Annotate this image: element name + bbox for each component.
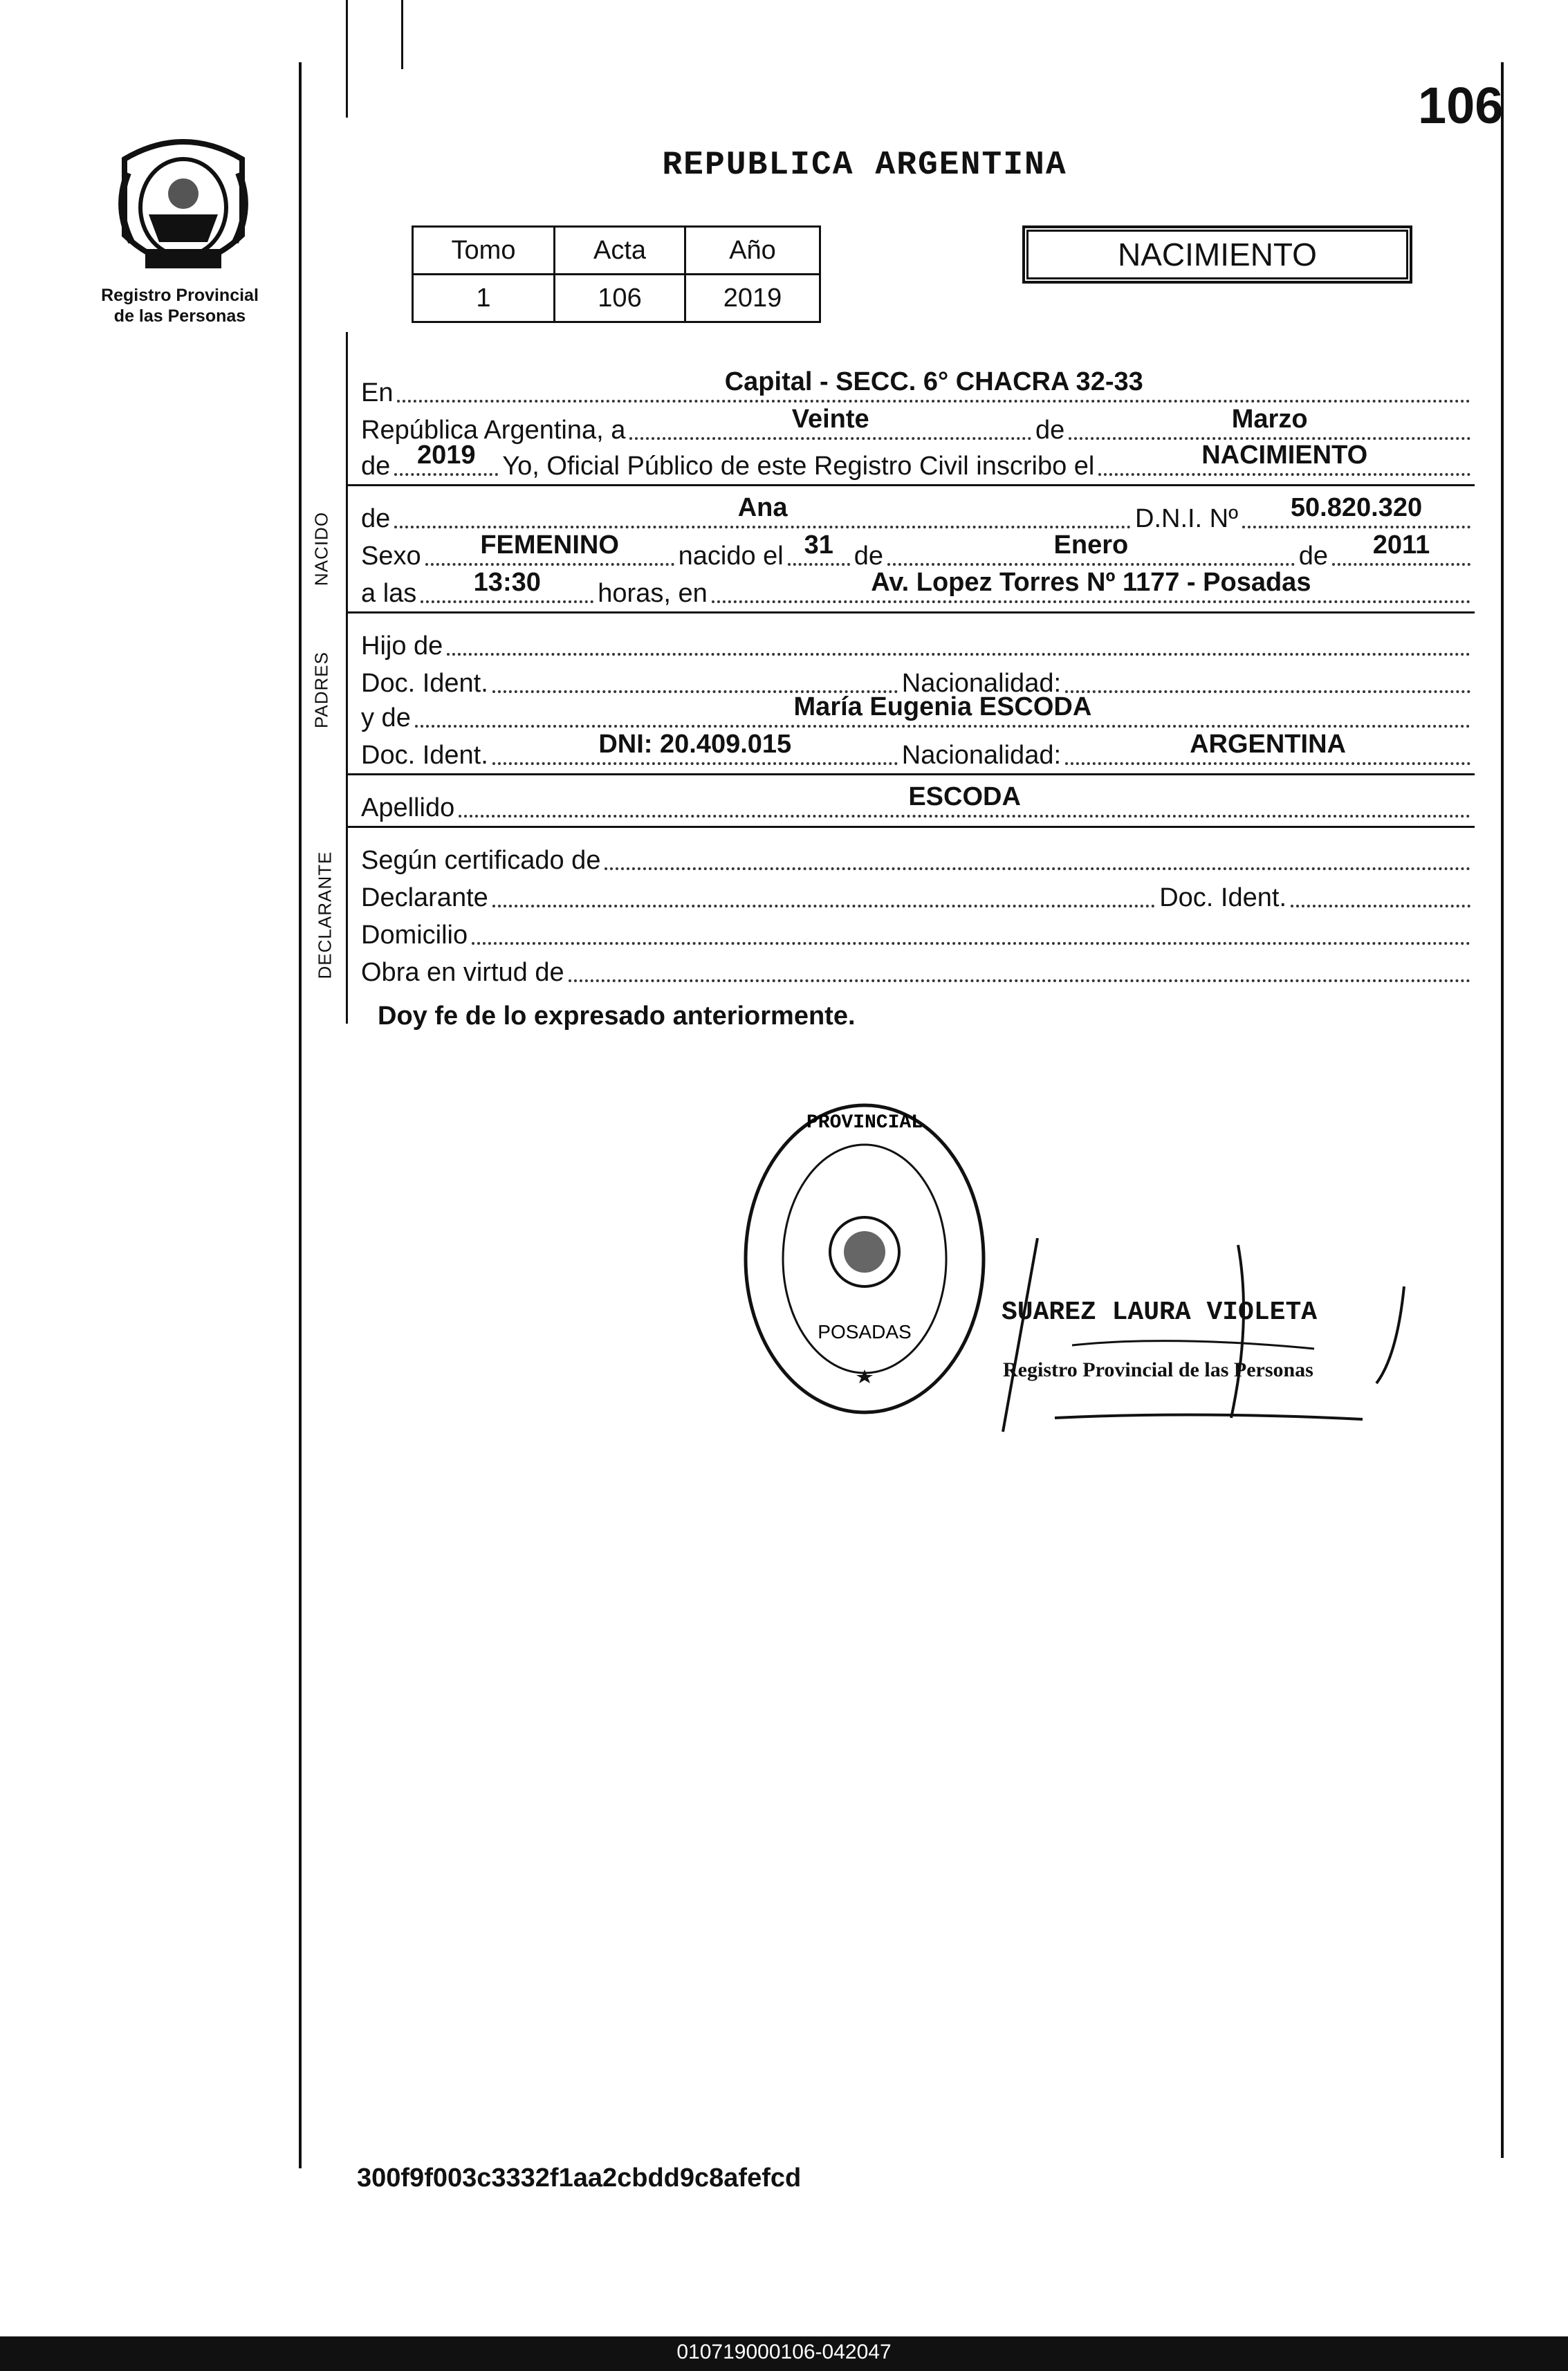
- acta-header: Acta: [555, 227, 685, 275]
- tomo-header: Tomo: [413, 227, 555, 275]
- registry-caption-line2: de las Personas: [113, 306, 246, 326]
- nacionalidad-label: Nacionalidad:: [901, 669, 1062, 698]
- republica-label: República Argentina, a: [361, 416, 626, 445]
- closing-statement: Doy fe de lo expresado anteriormente.: [378, 1002, 856, 1031]
- birth-day-value: 31: [804, 531, 833, 560]
- de-year-label: de: [361, 452, 391, 481]
- nacido-bracket: [346, 488, 348, 611]
- registry-caption: [76, 285, 284, 326]
- de-label: de: [1035, 416, 1065, 445]
- footer-code: 010719000106-042047: [676, 2341, 892, 2363]
- misiones-logo-icon: [111, 131, 256, 284]
- section-label-declarante: DECLARANTE: [314, 851, 335, 979]
- name-value: Ana: [737, 493, 788, 522]
- svg-text:POSADAS: POSADAS: [818, 1321, 912, 1343]
- birth-place-value: Av. Lopez Torres Nº 1177 - Posadas: [871, 568, 1311, 597]
- top-margin-line-a: [346, 0, 348, 118]
- section-label-padres: PADRES: [311, 652, 332, 728]
- nac-de-label: de: [854, 542, 884, 571]
- doc-ident-label: Doc. Ident.: [361, 669, 488, 698]
- official-stamp-icon: [740, 1100, 989, 1418]
- yo-label: Yo, Oficial Público de este Registro Civil inscribo el: [502, 452, 1095, 481]
- hour-value: 13:30: [473, 568, 541, 597]
- row-hijo: [361, 627, 1475, 663]
- dni-value: 50.820.320: [1290, 493, 1423, 522]
- separator-apellido-top: [346, 773, 1475, 775]
- nac-de2-label: de: [1298, 542, 1328, 571]
- en-label: En: [361, 378, 394, 407]
- separator-declarante-top: [346, 826, 1475, 828]
- document-title: REPUBLICA ARGENTINA: [662, 147, 1067, 184]
- birth-month-value: Enero: [1053, 531, 1129, 560]
- tomo-value: 1: [413, 275, 555, 322]
- reference-table: [412, 225, 821, 323]
- horas-en-label: horas, en: [598, 579, 708, 608]
- separator-padres-top: [346, 611, 1475, 613]
- document-hash: 300f9f003c3332f1aa2cbdd9c8afefcd: [357, 2164, 802, 2193]
- nacionalidad-madre-label: Nacionalidad:: [901, 741, 1062, 770]
- row-year: [361, 441, 1475, 483]
- y-de-label: y de: [361, 703, 411, 732]
- svg-text:PROVINCIAL: PROVINCIAL: [806, 1112, 923, 1134]
- mother-nationality-value: ARGENTINA: [1190, 730, 1346, 759]
- acta-value: 106: [555, 275, 685, 322]
- place-value: Capital - SECC. 6° CHACRA 32-33: [724, 367, 1143, 396]
- apellido-label: Apellido: [361, 793, 455, 822]
- declarante-bracket: [346, 830, 348, 989]
- separator-nacido-top: [346, 484, 1475, 486]
- row-obra: [361, 953, 1475, 989]
- declarante-label: Declarante: [361, 883, 488, 912]
- right-border-line: [1501, 62, 1504, 2158]
- row-apellido: [361, 782, 1475, 824]
- hijo-label: Hijo de: [361, 631, 443, 661]
- mother-doc-value: DNI: 20.409.015: [598, 730, 792, 759]
- surname-value: ESCODA: [908, 782, 1021, 811]
- birth-year-value: 2011: [1372, 531, 1430, 560]
- registry-caption-line1: Registro Provincial: [101, 286, 259, 305]
- page-number: 106: [1418, 77, 1504, 134]
- left-border-line: [299, 62, 302, 2168]
- mother-name-value: María Eugenia ESCODA: [793, 692, 1092, 721]
- row-hora: [361, 568, 1475, 610]
- de-nombre-label: de: [361, 504, 391, 533]
- top-margin-line-b: [401, 0, 403, 69]
- row-segun: [361, 841, 1475, 877]
- record-type-box: NACIMIENTO: [1022, 225, 1412, 284]
- year-value: 2019: [417, 441, 476, 470]
- dni-label: D.N.I. Nº: [1135, 504, 1238, 533]
- row-doc-madre: [361, 730, 1475, 772]
- handwritten-signature: [989, 1238, 1418, 1439]
- row-domicilio: [361, 916, 1475, 952]
- nacido-label: nacido el: [678, 542, 784, 571]
- signer-name: SUAREZ LAURA VIOLETA: [1002, 1298, 1318, 1327]
- sexo-label: Sexo: [361, 542, 421, 571]
- anio-value: 2019: [685, 275, 820, 322]
- month-value: Marzo: [1231, 405, 1308, 434]
- a-las-label: a las: [361, 579, 417, 608]
- obra-label: Obra en virtud de: [361, 958, 564, 987]
- decl-doc-label: Doc. Ident.: [1159, 883, 1286, 912]
- segun-label: Según certificado de: [361, 846, 601, 875]
- sexo-value: FEMENINO: [480, 531, 619, 560]
- act-value: NACIMIENTO: [1201, 441, 1368, 470]
- signer-role: Registro Provincial de las Personas: [1003, 1358, 1313, 1381]
- section-label-nacido: NACIDO: [311, 511, 332, 587]
- day-value: Veinte: [791, 405, 869, 434]
- doc-ident-madre-label: Doc. Ident.: [361, 741, 488, 770]
- anio-header: Año: [685, 227, 820, 275]
- domicilio-label: Domicilio: [361, 921, 468, 950]
- row-declarante: [361, 878, 1475, 914]
